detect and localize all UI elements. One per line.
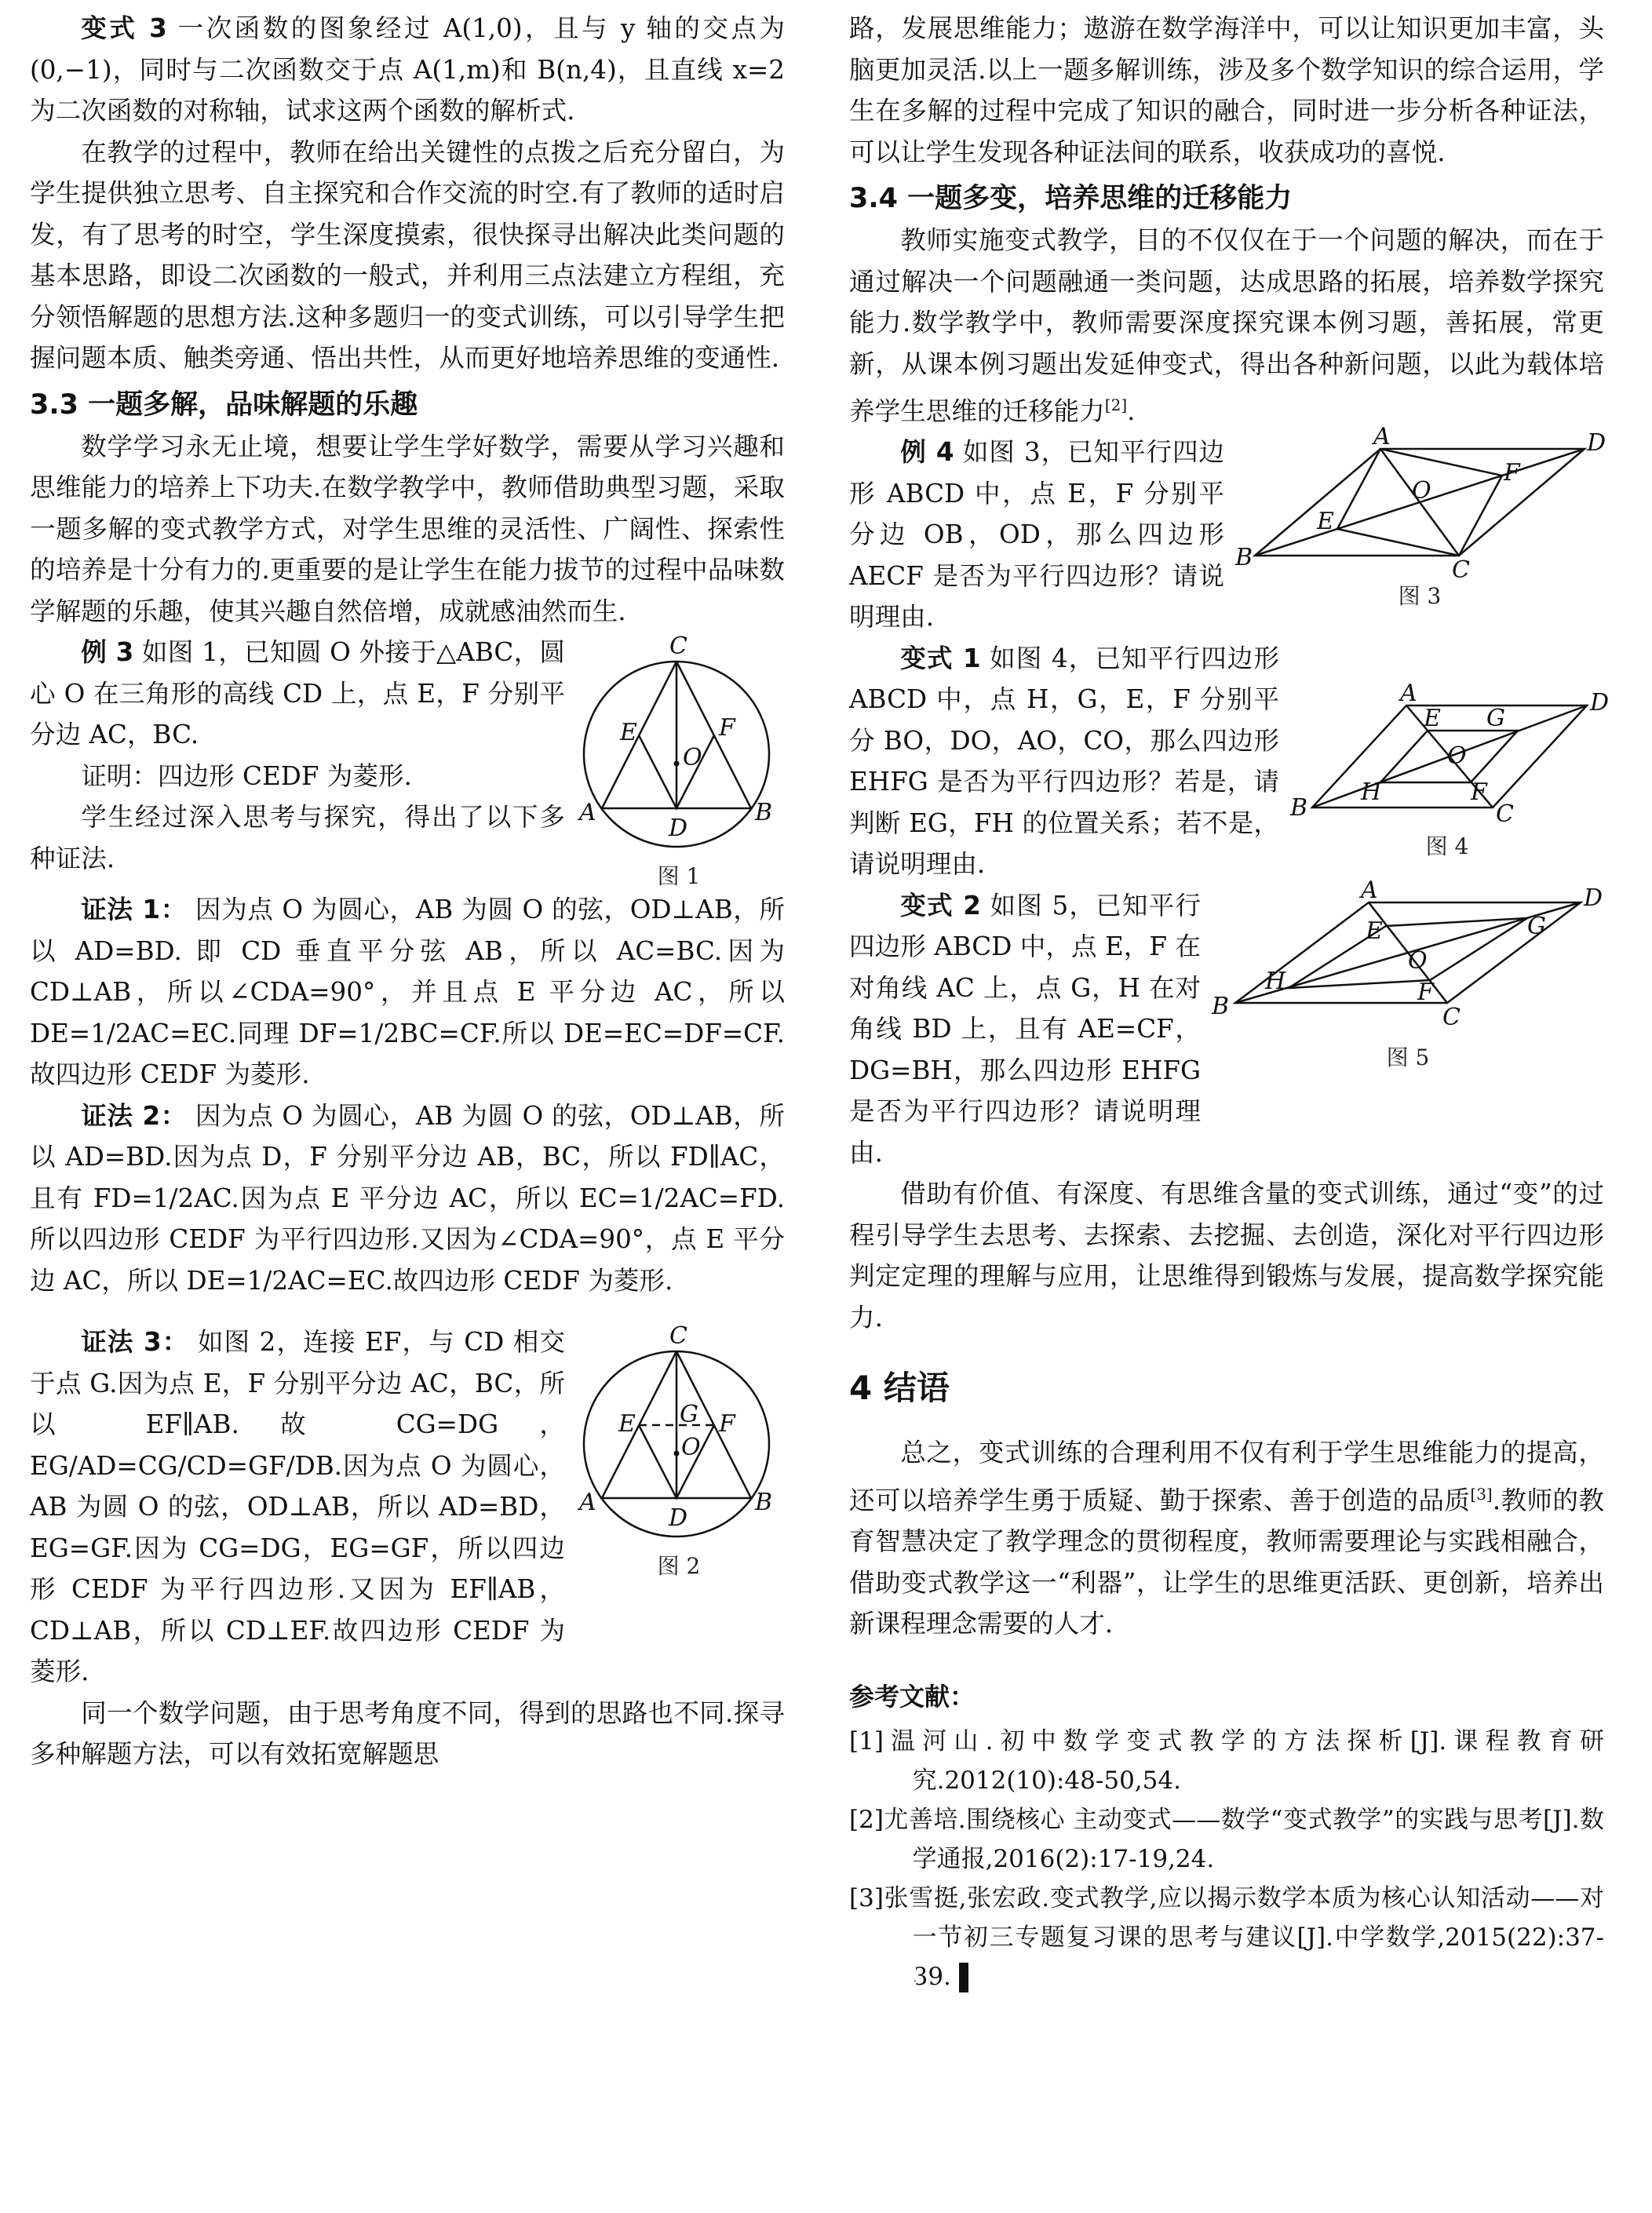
example4-paragraph (849, 432, 1224, 638)
example3-prove: 证明：四边形 CEDF 为菱形. (81, 760, 412, 791)
fig5-label-H: H (1265, 967, 1286, 995)
variant1-block (849, 638, 1610, 885)
figure-4 (1290, 679, 1610, 862)
variant2-label: 变式 2 (900, 890, 981, 921)
fig3-label-O: O (1412, 477, 1431, 505)
section-3-3-heading: 3.3 一题多解，品味解题的乐趣 (30, 388, 418, 421)
variant3-paragraph (30, 8, 785, 132)
example3-paragraph (30, 632, 565, 756)
fig5-label-D: D (1584, 884, 1603, 912)
citation-2: [2] (1104, 396, 1128, 414)
fig2-label-B: B (755, 1489, 773, 1516)
paragraph-6-rest: .教师的教育智慧决定了教学理念的贯彻程度，教师需要理论与实践相融合，借助变式教学这一“利器”，让学生的思维更活跃、更创新，培养出新课程理念需要的人才. (849, 1485, 1604, 1639)
proof2 (30, 1096, 785, 1302)
figure-1-drawing (573, 632, 785, 861)
variant1-label: 变式 1 (900, 643, 981, 673)
example3-label: 例 3 (81, 637, 134, 667)
proof1-text: 因为点 O 为圆心，AB 为圆 O 的弦，OD⊥AB，所以 AD=BD. 即 CD 垂直平分弦 AB，所以 AC=BC.因为 CD⊥AB，所以∠CDA=90°，并且点 E 平分边 AC，所以 DE=1/2AC=EC.同理 DF=1/2BC=CF.所以 DE=EC=DF=CF.故四边形 CEDF 为菱形. (30, 895, 785, 1089)
proof2-text: 因为点 O 为圆心，AB 为圆 O 的弦，OD⊥AB，所以 AD=BD.因为点 D，F 分别平分边 AB，BC，所以 FD∥AC，且有 FD=1/2AC.因为点 E 平分边 AC，所以 EC=1/2AC=FD.所以四边形 CEDF 为平行四边形.又因为∠CDA=90°，点 E 平分边 AC，所以 DE=1/2AC=EC.故四边形 CEDF 为菱形. (30, 1100, 785, 1296)
fig2-label-F: F (719, 1410, 735, 1438)
fig5-label-B: B (1212, 992, 1230, 1020)
fig3-label-A: A (1373, 423, 1391, 451)
fig5-label-O: O (1408, 946, 1428, 975)
paragraph-4 (849, 220, 1604, 432)
fig4-label-E: E (1424, 704, 1441, 732)
figure-5-caption: 图 5 (1386, 1044, 1430, 1070)
figure-5-drawing (1212, 876, 1604, 1042)
fig4-label-F: F (1471, 778, 1487, 806)
variant1-paragraph (849, 638, 1279, 885)
right-column (849, 8, 1610, 1996)
fig4-label-O: O (1447, 742, 1467, 770)
proof1 (30, 889, 785, 1096)
proof3-text: 如图 2，连接 EF，与 CD 相交于点 G.因为点 E，F 分别平分边 AC，BC，所以 EF∥AB.故 CG=DG，EG/AD=CG/CD=GF/DB.因为点 O 为圆心，AB 为圆 O 的弦，OD⊥AB，所以 AD=BD，EG=GF.因为 CG=DG，EG=GF，所以四边形 CEDF 为平行四边形.又因为 EF∥AB，CD⊥AB，所以 CD⊥EF.故四边形 CEDF 为菱形. (30, 1327, 565, 1686)
section-4-heading: 4 结语 (849, 1369, 950, 1408)
fig5-label-A: A (1361, 876, 1378, 904)
fig2-label-D: D (669, 1504, 688, 1532)
paragraph-5: 借助有价值、有深度、有思维含量的变式训练，通过“变”的过程引导学生去思考、去探索、去挖掘、去创造，深化对平行四边形判定定理的理解与应用，让思维得到锻炼与发展，提高数学探究能力. (849, 1179, 1604, 1333)
proof2-label: 证法 2： (81, 1100, 187, 1131)
fig5-label-C: C (1442, 1003, 1461, 1031)
proof3-label: 证法 3： (81, 1327, 189, 1357)
fig4-label-H: H (1361, 778, 1382, 806)
fig4-label-C: C (1496, 800, 1514, 828)
left-column (30, 8, 785, 1775)
fig2-label-C: C (669, 1322, 687, 1350)
example3-text: 如图 1，已知圆 O 外接于△ABC，圆心 O 在三角形的高线 CD 上，点 E，F 分别平分边 AC，BC. (30, 637, 565, 749)
proof1-label: 证法 1： (81, 895, 187, 924)
variant2-text: 如图 5，已知平行四边形 ABCD 中，点 E，F 在对角线 AC 上，点 G，H 在对角线 BD 上，且有 AE=CF，DG=BH，那么四边形 EHFG 是否为平行四边形？请说明理由. (849, 890, 1201, 1168)
fig1-label-B: B (755, 799, 773, 826)
variant2-paragraph (849, 885, 1201, 1174)
example4-label: 例 4 (900, 437, 954, 468)
figure-3-caption: 图 3 (1398, 583, 1442, 610)
fig2-label-A: A (579, 1489, 596, 1516)
variant1-text: 如图 4，已知平行四边形 ABCD 中，点 H，G，E，F 分别平分 BO，DO，AO，CO，那么四边形 EHFG 是否为平行四边形？若是，请判断 EG，FH 的位置关系；若不是，请说明理由. (849, 643, 1279, 880)
paragraph-continued: 路，发展思维能力；遨游在数学海洋中，可以让知识更加丰富，头脑更加灵活.以上一题多解训练，涉及多个数学知识的综合运用，学生在多解的过程中完成了知识的融合，同时进一步分析各种证法，可以让学生发现各种证法间的联系，收获成功的喜悦. (849, 13, 1604, 167)
fig3-label-E: E (1317, 508, 1334, 536)
fig3-label-B: B (1235, 544, 1253, 572)
example3-block (30, 632, 785, 892)
fig5-label-F: F (1417, 978, 1434, 1006)
fig4-label-G: G (1486, 704, 1505, 732)
figure-3 (1235, 423, 1606, 612)
section-3-4-heading: 3.4 一题多变，培养思维的迁移能力 (849, 183, 1293, 214)
fig5-label-E: E (1366, 917, 1383, 945)
references-title: 参考文献： (849, 1681, 976, 1712)
paragraph-4-end: . (1127, 396, 1136, 426)
figure-2-caption: 图 2 (657, 1553, 701, 1579)
variant2-block (849, 876, 1604, 1174)
fig4-label-B: B (1290, 793, 1308, 822)
fig3-label-D: D (1587, 429, 1606, 458)
reference-1: [1]温河山.初中数学变式教学的方法探析[J].课程教育研究.2012(10):48-50,54. (849, 1726, 1604, 1795)
example4-block (849, 423, 1606, 638)
citation-3: [3] (1470, 1484, 1493, 1504)
variant3-text: 一次函数的图象经过 A(1,0)，且与 y 轴的交点为(0,−1)，同时与二次函数交于点 A(1,m)和 B(n,4)，且直线 x=2 为二次函数的对称轴，试求这两个函数的解析式. (30, 13, 786, 126)
fig4-label-D: D (1590, 688, 1610, 716)
proof3-block (30, 1322, 785, 1693)
fig2-label-E: E (618, 1410, 636, 1438)
figure-5 (1212, 876, 1604, 1074)
paragraph-6-text: 总之，变式训练的合理利用不仅有利于学生思维能力的提高，还可以培养学生勇于质疑、勤于探索、善于创造的品质 (849, 1438, 1604, 1515)
figure-2-drawing (573, 1322, 785, 1551)
fig4-label-A: A (1400, 679, 1417, 707)
example3-after: 学生经过深入思考与探究，得出了以下多种证法. (30, 802, 565, 873)
fig1-label-A: A (579, 799, 596, 826)
fig1-label-O: O (683, 744, 702, 771)
figure-3-drawing (1235, 423, 1606, 585)
variant3-label: 变式 3 (81, 13, 167, 43)
proof3 (30, 1322, 565, 1693)
example4-text: 如图 3，已知平行四边形 ABCD 中，点 E，F 分别平分边 OB，OD，那么四边形 AECF 是否为平行四边形？请说明理由. (849, 437, 1224, 633)
fig2-label-G: G (680, 1401, 698, 1428)
journal-end-mark: Z (959, 1963, 968, 1992)
figure-4-drawing (1290, 679, 1610, 831)
fig3-label-C: C (1452, 556, 1470, 585)
paragraph-1: 在教学的过程中，教师在给出关键性的点拨之后充分留白，为学生提供独立思考、自主探究和合作交流的时空.有了教师的适时启发，有了思考的时空，学生深度摸索，很快探寻出解决此类问题的基本思路，即设二次函数的一般式，并利用三点法建立方程组，充分领悟解题的思想方法.这种多题归一的变式训练，可以引导学生把握问题本质、触类旁通、悟出共性，从而更好地培养思维的变通性. (30, 137, 785, 373)
fig1-label-D: D (669, 815, 688, 842)
fig5-label-G: G (1527, 912, 1546, 940)
paragraph-2: 数学学习永无止境，想要让学生学好数学，需要从学习兴趣和思维能力的培养上下功夫.在数学教学中，教师借助典型习题，采取一题多解的变式教学方式，对学生思维的灵活性、广阔性、探索性的培养是十分有力的.更重要的是让学生在能力拔节的过程中品味数学解题的乐趣，使其兴趣自然倍增，成就感油然而生. (30, 431, 785, 626)
reference-3-text: [3]张雪挺,张宏政.变式教学,应以揭示数学本质为核心认知活动——对一节初三专题复习课的思考与建议[J].中学数学,2015(22):37-39. (849, 1883, 1604, 1991)
paragraph-6 (849, 1432, 1604, 1644)
fig1-label-F: F (719, 714, 735, 742)
reference-2: [2]尤善培.围绕核心 主动变式——数学“变式教学”的实践与思考[J].数学通报,2016(2):17-19,24. (849, 1805, 1604, 1873)
fig3-label-F: F (1504, 459, 1520, 487)
figure-2 (573, 1322, 785, 1582)
paragraph-3: 同一个数学问题，由于思考角度不同，得到的思路也不同.探寻多种解题方法，可以有效拓宽解题思 (30, 1697, 785, 1769)
figure-4-caption: 图 4 (1425, 833, 1469, 859)
figure-1-caption: 图 1 (657, 863, 701, 889)
figure-1 (573, 632, 785, 892)
fig1-label-C: C (669, 633, 687, 660)
paragraph-4-text: 教师实施变式教学，目的不仅仅在于一个问题的解决，而在于通过解决一个问题融通一类问题，达成思路的拓展，培养数学探究能力.数学教学中，教师需要深度探究课本例习题，善拓展，常更新，从课本例习题出发延伸变式，得出各种新问题，以此为载体培养学生思维的迁移能力 (849, 225, 1604, 426)
fig2-label-O: O (681, 1434, 701, 1461)
fig1-label-E: E (620, 719, 637, 746)
reference-3 (849, 1879, 1604, 1996)
